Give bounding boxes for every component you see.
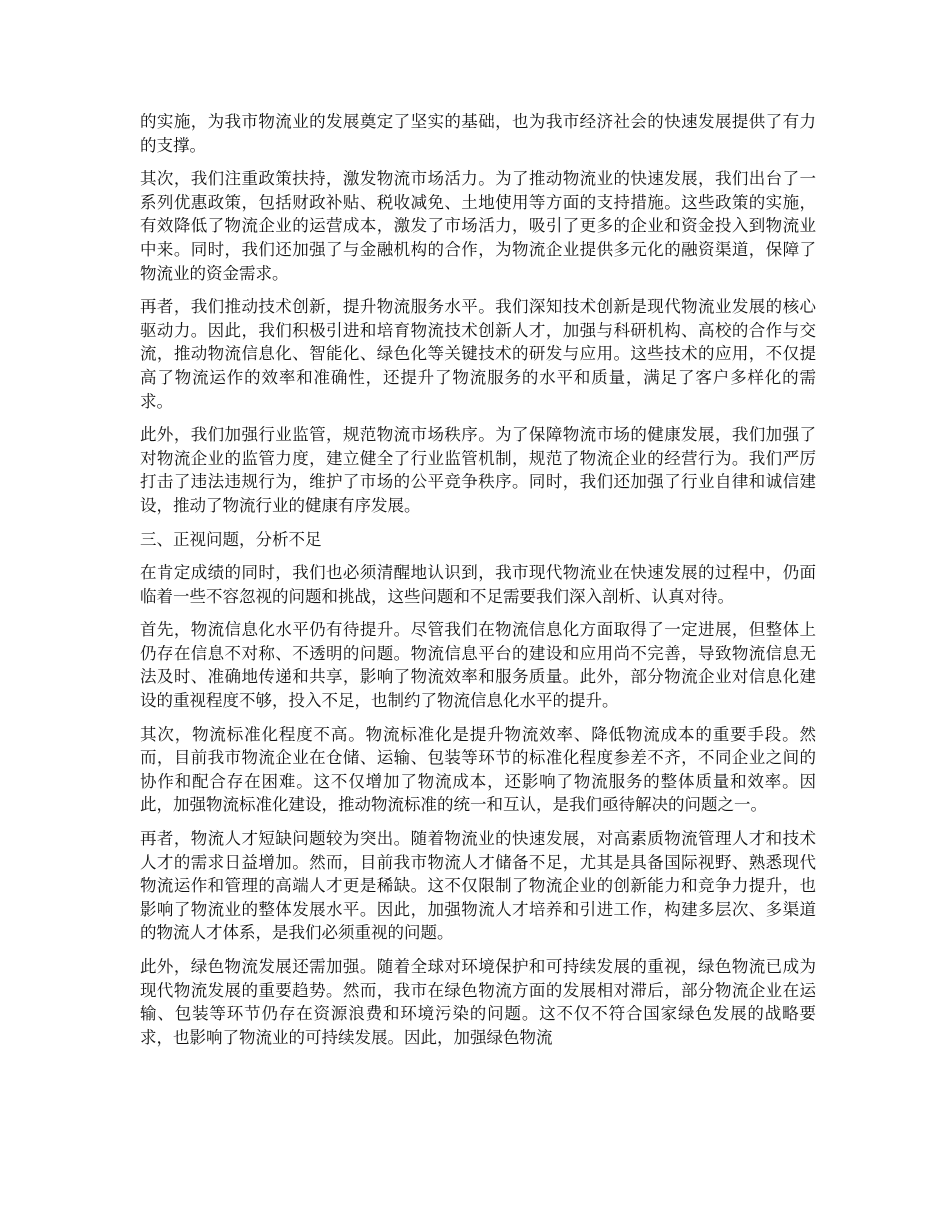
paragraph-standardization: 其次，物流标准化程度不高。物流标准化是提升物流效率、降低物流成本的重要手段。然而，目前我市物流企业在仓储、运输、包装等环节的标准化程度参差不齐，不同企业之间的协作和配合存在困难。这不仅增加了物流成本，还影响了物流服务的整体质量和效率。因此，加强物流标准化建设，推动物流标准的统一和互认，是我们亟待解决的问题之一。 [140,724,816,815]
paragraph-informatization: 首先，物流信息化水平仍有待提升。尽管我们在物流信息化方面取得了一定进展，但整体上仍存在信息不对称、不透明的问题。物流信息平台的建设和应用尚不完善，导致物流信息无法及时、准确地传递和共享，影响了物流效率和服务质量。此外，部分物流企业对信息化建设的重视程度不够，投入不足，也制约了物流信息化水平的提升。 [140,620,816,711]
paragraph-problems-intro: 在肯定成绩的同时，我们也必须清醒地认识到，我市现代物流业在快速发展的过程中，仍面临着一些不容忽视的问题和挑战，这些问题和不足需要我们深入剖析、认真对待。 [140,563,816,606]
paragraph-foundation-support: 的实施，为我市物流业的发展奠定了坚实的基础，也为我市经济社会的快速发展提供了有力的支撑。 [140,112,816,155]
paragraph-industry-regulation: 此外，我们加强行业监管，规范物流市场秩序。为了保障物流市场的健康发展，我们加强了对物流企业的监管力度，建立健全了行业监管机制，规范了物流企业的经营行为。我们严厉打击了违法违规行为，维护了市场的公平竞争秩序。同时，我们还加强了行业自律和诚信建设，推动了物流行业的健康有序发展。 [140,425,816,515]
paragraph-technology-innovation: 再者，我们推动技术创新，提升物流服务水平。我们深知技术创新是现代物流业发展的核心驱动力。因此，我们积极引进和培育物流技术创新人才，加强与科研机构、高校的合作与交流，推动物流信息化、智能化、绿色化等关键技术的研发与应用。这些技术的应用，不仅提高了物流运作的效率和准确性，还提升了物流服务的水平和质量，满足了客户多样化的需求。 [140,297,816,411]
paragraph-policy-support: 其次，我们注重政策扶持，激发物流市场活力。为了推动物流业的快速发展，我们出台了一系列优惠政策，包括财政补贴、税收减免、土地使用等方面的支持措施。这些政策的实施，有效降低了物流企业的运营成本，激发了市场活力，吸引了更多的企业和资金投入到物流业中来。同时，我们还加强了与金融机构的合作，为物流企业提供多元化的融资渠道，保障了物流业的资金需求。 [140,169,816,283]
paragraph-green-logistics: 此外，绿色物流发展还需加强。随着全球对环境保护和可持续发展的重视，绿色物流已成为现代物流发展的重要趋势。然而，我市在绿色物流方面的发展相对滞后，部分物流企业在运输、包装等环节仍存在资源浪费和环境污染的问题。这不仅不符合国家绿色发展的战略要求，也影响了物流业的可持续发展。因此，加强绿色物流 [140,957,816,1047]
paragraph-talent-shortage: 再者，物流人才短缺问题较为突出。随着物流业的快速发展，对高素质物流管理人才和技术人才的需求日益增加。然而，目前我市物流人才储备不足，尤其是具备国际视野、熟悉现代物流运作和管理的高端人才更是稀缺。这不仅限制了物流企业的创新能力和竞争力提升，也影响了物流业的整体发展水平。因此，加强物流人才培养和引进工作，构建多层次、多渠道的物流人才体系，是我们必须重视的问题。 [140,829,816,943]
document-page [140,110,816,1059]
section-heading-problems: 三、正视问题，分析不足 [140,529,322,549]
